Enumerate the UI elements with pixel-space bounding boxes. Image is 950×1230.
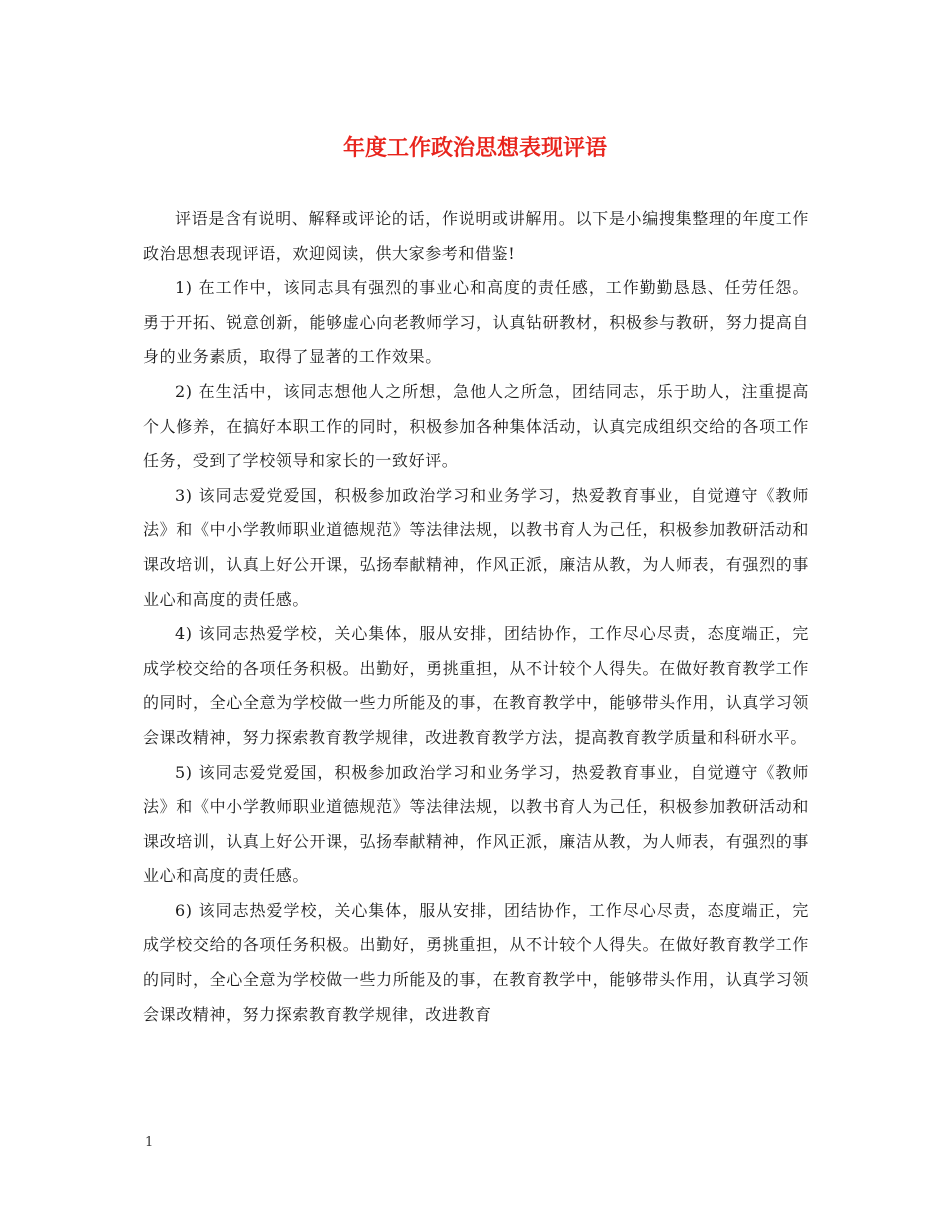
paragraph-item-6: 6) 该同志热爱学校，关心集体，服从安排，团结协作，工作尽心尽责，态度端正，完成学校交给的各项任务积极。出勤好，勇挑重担，从不计较个人得失。在做好教育教学工作的同时，全心全意为学校做一些力所能及的事，在教育教学中，能够带头作用，认真学习领会课改精神，努力探索教育教学规律，改进教育 <box>143 900 809 1024</box>
page-number: 1 <box>145 1135 154 1150</box>
paragraph-item-5: 5) 该同志爱党爱国，积极参加政治学习和业务学习，热爱教育事业，自觉遵守《教师法》和《中小学教师职业道德规范》等法律法规，以教书育人为己任，积极参加教研活动和课改培训，认真上好公开课，弘扬奉献精神，作风正派，廉洁从教，为人师表，有强烈的事业心和高度的责任感。 <box>143 762 809 886</box>
paragraph-item-2: 2) 在生活中，该同志想他人之所想，急他人之所急，团结同志，乐于助人，注重提高个人修养，在搞好本职工作的同时，积极参加各种集体活动，认真完成组织交给的各项工作任务，受到了学校领导和家长的一致好评。 <box>143 381 809 471</box>
paragraph-item-1: 1) 在工作中，该同志具有强烈的事业心和高度的责任感，工作勤勤恳恳、任劳任怨。勇于开拓、锐意创新，能够虚心向老教师学习，认真钻研教材，积极参与教研，努力提高自身的业务素质，取得了显著的工作效果。 <box>143 278 809 367</box>
paragraph-item-4: 4) 该同志热爱学校，关心集体，服从安排，团结协作，工作尽心尽责，态度端正，完成学校交给的各项任务积极。出勤好，勇挑重担，从不计较个人得失。在做好教育教学工作的同时，全心全意为学校做一些力所能及的事，在教育教学中，能够带头作用，认真学习领会课改精神，努力探索教育教学规律，改进教育教学方法，提高教育教学质量和科研水平。 <box>143 624 809 747</box>
paragraph-intro: 评语是含有说明、解释或评论的话，作说明或讲解用。以下是小编搜集整理的年度工作政治思想表现评语，欢迎阅读，供大家参考和借鉴! <box>143 209 809 263</box>
document-body <box>143 202 809 1032</box>
paragraph-item-3: 3) 该同志爱党爱国，积极参加政治学习和业务学习，热爱教育事业，自觉遵守《教师法》和《中小学教师职业道德规范》等法律法规，以教书育人为己任，积极参加教研活动和课改培训，认真上好公开课，弘扬奉献精神，作风正派，廉洁从教，为人师表，有强烈的事业心和高度的责任感。 <box>143 485 809 609</box>
document-title: 年度工作政治思想表现评语 <box>342 135 607 161</box>
